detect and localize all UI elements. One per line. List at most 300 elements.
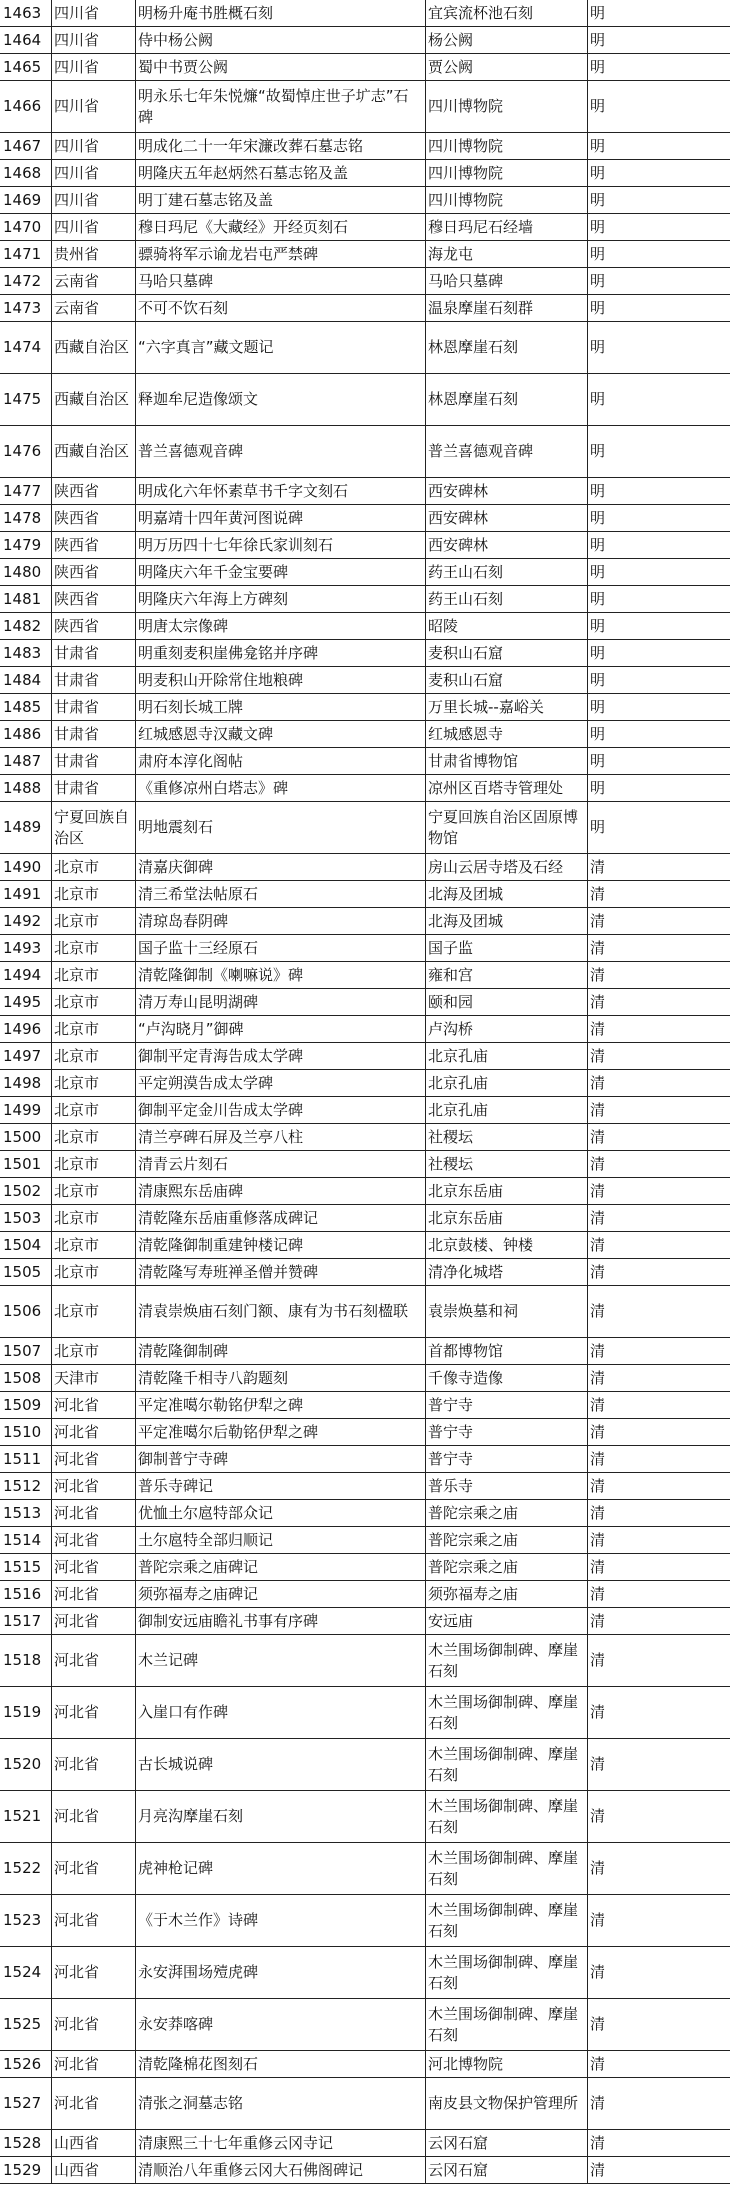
cell-number: 1471: [0, 241, 52, 268]
cell-relic-name: 平定准噶尔勒铭伊犁之碑: [136, 1392, 426, 1419]
cell-era: 清: [588, 1554, 730, 1581]
cell-number: 1526: [0, 2051, 52, 2078]
table-row: [0, 667, 730, 694]
cell-relic-name: 清乾隆东岳庙重修落成碑记: [136, 1205, 426, 1232]
table-row: [0, 187, 730, 214]
cell-location: 须弥福寿之庙: [426, 1581, 588, 1608]
cell-province: 甘肃省: [52, 721, 136, 748]
cell-location: 四川博物院: [426, 81, 588, 133]
cell-number: 1488: [0, 775, 52, 802]
cell-number: 1529: [0, 2157, 52, 2184]
cell-relic-name: 普兰喜德观音碑: [136, 426, 426, 478]
cell-province: 四川省: [52, 0, 136, 27]
cell-number: 1467: [0, 133, 52, 160]
cell-province: 河北省: [52, 1527, 136, 1554]
cell-era: 清: [588, 1338, 730, 1365]
cell-location: 西安碑林: [426, 478, 588, 505]
cell-location: 麦积山石窟: [426, 640, 588, 667]
cell-location: 雍和宫: [426, 962, 588, 989]
cell-province: 四川省: [52, 187, 136, 214]
cell-relic-name: 永安湃围场殪虎碑: [136, 1947, 426, 1999]
table-row: [0, 133, 730, 160]
cell-era: 明: [588, 426, 730, 478]
cell-location: 西安碑林: [426, 532, 588, 559]
cell-number: 1485: [0, 694, 52, 721]
cell-location: 清净化城塔: [426, 1259, 588, 1286]
cell-number: 1513: [0, 1500, 52, 1527]
cell-relic-name: 明石刻长城工牌: [136, 694, 426, 721]
table-row: [0, 1365, 730, 1392]
cell-relic-name: 普陀宗乘之庙碑记: [136, 1554, 426, 1581]
cell-province: 云南省: [52, 295, 136, 322]
table-row: [0, 1843, 730, 1895]
cell-location: 普陀宗乘之庙: [426, 1554, 588, 1581]
table-row: [0, 613, 730, 640]
cell-relic-name: 清青云片刻石: [136, 1151, 426, 1178]
cell-location: 卢沟桥: [426, 1016, 588, 1043]
cell-era: 明: [588, 133, 730, 160]
table-row: [0, 1739, 730, 1791]
cell-era: 清: [588, 1791, 730, 1843]
table-row: [0, 1338, 730, 1365]
cell-number: 1489: [0, 802, 52, 854]
cell-province: 北京市: [52, 1205, 136, 1232]
cell-relic-name: 清张之洞墓志铭: [136, 2078, 426, 2130]
cell-number: 1523: [0, 1895, 52, 1947]
cell-relic-name: 蜀中书贾公阙: [136, 54, 426, 81]
cell-relic-name: 明唐太宗像碑: [136, 613, 426, 640]
cell-relic-name: 《重修凉州白塔志》碑: [136, 775, 426, 802]
cell-number: 1506: [0, 1286, 52, 1338]
cell-province: 河北省: [52, 1419, 136, 1446]
cell-location: 北京东岳庙: [426, 1205, 588, 1232]
cell-era: 清: [588, 2130, 730, 2157]
cell-province: 河北省: [52, 1895, 136, 1947]
table-row: [0, 1473, 730, 1500]
table-row: [0, 1392, 730, 1419]
table-row: [0, 935, 730, 962]
cell-number: 1482: [0, 613, 52, 640]
cell-number: 1474: [0, 322, 52, 374]
cell-era: 明: [588, 295, 730, 322]
cell-province: 河北省: [52, 1473, 136, 1500]
cell-relic-name: 普乐寺碑记: [136, 1473, 426, 1500]
cell-province: 河北省: [52, 1554, 136, 1581]
cell-number: 1503: [0, 1205, 52, 1232]
cell-era: 明: [588, 0, 730, 27]
table-row: [0, 532, 730, 559]
cell-location: 袁崇焕墓和祠: [426, 1286, 588, 1338]
cell-province: 山西省: [52, 2157, 136, 2184]
cell-location: 林恩摩崖石刻: [426, 374, 588, 426]
cell-province: 西藏自治区: [52, 322, 136, 374]
cell-location: 麦积山石窟: [426, 667, 588, 694]
cell-number: 1514: [0, 1527, 52, 1554]
table-row: [0, 1205, 730, 1232]
table-row: [0, 1286, 730, 1338]
cell-relic-name: 释迦牟尼造像颂文: [136, 374, 426, 426]
cell-number: 1508: [0, 1365, 52, 1392]
cell-province: 河北省: [52, 1392, 136, 1419]
cell-era: 明: [588, 559, 730, 586]
table-row: [0, 1608, 730, 1635]
cell-era: 清: [588, 1500, 730, 1527]
cell-era: 明: [588, 214, 730, 241]
cell-location: 普陀宗乘之庙: [426, 1500, 588, 1527]
cell-era: 清: [588, 1365, 730, 1392]
cell-province: 河北省: [52, 1791, 136, 1843]
cell-relic-name: 御制安远庙瞻礼书事有序碑: [136, 1608, 426, 1635]
table-row: [0, 426, 730, 478]
table-row: [0, 1259, 730, 1286]
cell-location: 四川博物院: [426, 133, 588, 160]
table-row: [0, 775, 730, 802]
cell-province: 陕西省: [52, 559, 136, 586]
cell-era: 清: [588, 1895, 730, 1947]
cell-location: 北京鼓楼、钟楼: [426, 1232, 588, 1259]
table-row: [0, 54, 730, 81]
cell-era: 清: [588, 1178, 730, 1205]
cell-number: 1477: [0, 478, 52, 505]
cell-location: 北海及团城: [426, 881, 588, 908]
cell-province: 陕西省: [52, 478, 136, 505]
cell-relic-name: 虎神枪记碑: [136, 1843, 426, 1895]
table-row: [0, 559, 730, 586]
cell-number: 1500: [0, 1124, 52, 1151]
table-row: [0, 1178, 730, 1205]
cell-location: 杨公阙: [426, 27, 588, 54]
cell-province: 四川省: [52, 81, 136, 133]
cell-era: 清: [588, 1124, 730, 1151]
cell-number: 1463: [0, 0, 52, 27]
cell-era: 明: [588, 374, 730, 426]
cell-era: 明: [588, 586, 730, 613]
cell-number: 1465: [0, 54, 52, 81]
cell-province: 宁夏回族自治区: [52, 802, 136, 854]
cell-number: 1518: [0, 1635, 52, 1687]
cell-relic-name: 明成化二十一年宋濂改葬石墓志铭: [136, 133, 426, 160]
cell-era: 明: [588, 322, 730, 374]
cell-location: 宜宾流杯池石刻: [426, 0, 588, 27]
cell-province: 河北省: [52, 2051, 136, 2078]
table-row: [0, 1687, 730, 1739]
cell-era: 明: [588, 667, 730, 694]
cell-number: 1505: [0, 1259, 52, 1286]
cell-era: 明: [588, 187, 730, 214]
cell-number: 1492: [0, 908, 52, 935]
cell-number: 1509: [0, 1392, 52, 1419]
cell-number: 1494: [0, 962, 52, 989]
cell-province: 北京市: [52, 1070, 136, 1097]
table-row: [0, 1635, 730, 1687]
cell-relic-name: 明万历四十七年徐氏家训刻石: [136, 532, 426, 559]
cell-era: 清: [588, 1151, 730, 1178]
cell-relic-name: 土尔扈特全部归顺记: [136, 1527, 426, 1554]
cell-location: 国子监: [426, 935, 588, 962]
cell-location: 首都博物馆: [426, 1338, 588, 1365]
cell-location: 社稷坛: [426, 1151, 588, 1178]
cell-era: 清: [588, 1446, 730, 1473]
cell-province: 云南省: [52, 268, 136, 295]
cell-number: 1512: [0, 1473, 52, 1500]
cell-era: 清: [588, 1527, 730, 1554]
cell-relic-name: 红城感恩寺汉藏文碑: [136, 721, 426, 748]
cell-relic-name: 清康熙东岳庙碑: [136, 1178, 426, 1205]
cell-number: 1473: [0, 295, 52, 322]
cell-province: 北京市: [52, 1232, 136, 1259]
cell-location: 北京东岳庙: [426, 1178, 588, 1205]
cell-era: 明: [588, 532, 730, 559]
cell-location: 社稷坛: [426, 1124, 588, 1151]
table-row: [0, 1232, 730, 1259]
cell-location: 木兰围场御制碑、摩崖石刻: [426, 1635, 588, 1687]
cell-era: 清: [588, 962, 730, 989]
cell-relic-name: 清乾隆御制重建钟楼记碑: [136, 1232, 426, 1259]
cell-number: 1491: [0, 881, 52, 908]
cell-province: 西藏自治区: [52, 374, 136, 426]
cell-relic-name: 月亮沟摩崖石刻: [136, 1791, 426, 1843]
cell-relic-name: 平定准噶尔后勒铭伊犁之碑: [136, 1419, 426, 1446]
cell-number: 1496: [0, 1016, 52, 1043]
cell-era: 清: [588, 1843, 730, 1895]
cell-era: 清: [588, 1070, 730, 1097]
cell-province: 天津市: [52, 1365, 136, 1392]
table-row: [0, 160, 730, 187]
cell-location: 林恩摩崖石刻: [426, 322, 588, 374]
cell-relic-name: 清嘉庆御碑: [136, 854, 426, 881]
cell-location: 普乐寺: [426, 1473, 588, 1500]
cell-relic-name: 清袁崇焕庙石刻门额、康有为书石刻楹联: [136, 1286, 426, 1338]
cell-province: 北京市: [52, 1286, 136, 1338]
cell-province: 北京市: [52, 962, 136, 989]
cell-number: 1522: [0, 1843, 52, 1895]
table-row: [0, 1124, 730, 1151]
table-row: [0, 505, 730, 532]
cell-era: 明: [588, 268, 730, 295]
cell-location: 宁夏回族自治区固原博物馆: [426, 802, 588, 854]
table-row: [0, 1419, 730, 1446]
cell-era: 清: [588, 1947, 730, 1999]
cell-relic-name: 清乾隆御制《喇嘛说》碑: [136, 962, 426, 989]
cell-number: 1502: [0, 1178, 52, 1205]
cell-relic-name: 御制普宁寺碑: [136, 1446, 426, 1473]
cell-era: 清: [588, 2157, 730, 2184]
table-row: [0, 2157, 730, 2184]
cell-era: 明: [588, 721, 730, 748]
cell-era: 明: [588, 640, 730, 667]
cell-province: 河北省: [52, 2078, 136, 2130]
cell-location: 普兰喜德观音碑: [426, 426, 588, 478]
cell-province: 四川省: [52, 54, 136, 81]
cell-era: 明: [588, 802, 730, 854]
cell-number: 1511: [0, 1446, 52, 1473]
cell-relic-name: 明隆庆六年海上方碑刻: [136, 586, 426, 613]
cell-location: 北京孔庙: [426, 1070, 588, 1097]
table-row: [0, 214, 730, 241]
cell-number: 1490: [0, 854, 52, 881]
cell-location: 南皮县文物保护管理所: [426, 2078, 588, 2130]
cell-number: 1481: [0, 586, 52, 613]
cell-province: 河北省: [52, 1843, 136, 1895]
cell-location: 甘肃省博物馆: [426, 748, 588, 775]
cell-relic-name: 清乾隆棉花图刻石: [136, 2051, 426, 2078]
cell-location: 云冈石窟: [426, 2157, 588, 2184]
table-row: [0, 989, 730, 1016]
cell-location: 木兰围场御制碑、摩崖石刻: [426, 1895, 588, 1947]
cell-location: 北京孔庙: [426, 1097, 588, 1124]
cell-province: 甘肃省: [52, 748, 136, 775]
cell-number: 1516: [0, 1581, 52, 1608]
cell-province: 河北省: [52, 1446, 136, 1473]
cell-relic-name: 明隆庆五年赵炳然石墓志铭及盖: [136, 160, 426, 187]
cell-number: 1479: [0, 532, 52, 559]
cell-province: 甘肃省: [52, 775, 136, 802]
cell-relic-name: 骠骑将军示谕龙岩屯严禁碑: [136, 241, 426, 268]
cell-relic-name: 不可不饮石刻: [136, 295, 426, 322]
cell-era: 清: [588, 1205, 730, 1232]
cell-number: 1521: [0, 1791, 52, 1843]
cell-number: 1486: [0, 721, 52, 748]
cell-province: 河北省: [52, 1999, 136, 2051]
cell-number: 1487: [0, 748, 52, 775]
cell-province: 河北省: [52, 1947, 136, 1999]
cell-era: 清: [588, 854, 730, 881]
cell-location: 普宁寺: [426, 1419, 588, 1446]
cell-province: 河北省: [52, 1635, 136, 1687]
cell-number: 1501: [0, 1151, 52, 1178]
cell-province: 北京市: [52, 1016, 136, 1043]
cell-province: 西藏自治区: [52, 426, 136, 478]
cell-relic-name: 须弥福寿之庙碑记: [136, 1581, 426, 1608]
cell-province: 北京市: [52, 1259, 136, 1286]
cell-relic-name: 明永乐七年朱悦燫“故蜀悼庄世子圹志”石碑: [136, 81, 426, 133]
cell-era: 明: [588, 613, 730, 640]
cell-number: 1475: [0, 374, 52, 426]
cell-location: 木兰围场御制碑、摩崖石刻: [426, 1843, 588, 1895]
cell-location: 红城感恩寺: [426, 721, 588, 748]
cell-number: 1507: [0, 1338, 52, 1365]
cell-location: 河北博物院: [426, 2051, 588, 2078]
cell-location: 药王山石刻: [426, 559, 588, 586]
cell-location: 西安碑林: [426, 505, 588, 532]
cell-era: 清: [588, 1635, 730, 1687]
cell-location: 木兰围场御制碑、摩崖石刻: [426, 1999, 588, 2051]
cell-number: 1520: [0, 1739, 52, 1791]
table-row: [0, 2130, 730, 2157]
table-row: [0, 1947, 730, 1999]
cell-relic-name: 清三希堂法帖原石: [136, 881, 426, 908]
cell-number: 1476: [0, 426, 52, 478]
table-row: [0, 1097, 730, 1124]
cell-province: 北京市: [52, 935, 136, 962]
cell-number: 1517: [0, 1608, 52, 1635]
cell-era: 清: [588, 1286, 730, 1338]
cell-era: 明: [588, 478, 730, 505]
cell-relic-name: “六字真言”藏文题记: [136, 322, 426, 374]
cell-location: 贾公阙: [426, 54, 588, 81]
cell-relic-name: 穆日玛尼《大藏经》开经页刻石: [136, 214, 426, 241]
cell-location: 药王山石刻: [426, 586, 588, 613]
table-row: [0, 1151, 730, 1178]
table-row: [0, 748, 730, 775]
cell-relic-name: 马哈只墓碑: [136, 268, 426, 295]
cell-number: 1483: [0, 640, 52, 667]
cell-province: 四川省: [52, 27, 136, 54]
cell-era: 明: [588, 81, 730, 133]
cell-location: 四川博物院: [426, 187, 588, 214]
cell-location: 云冈石窟: [426, 2130, 588, 2157]
cell-relic-name: 明地震刻石: [136, 802, 426, 854]
cell-era: 清: [588, 1259, 730, 1286]
table-row: [0, 640, 730, 667]
cell-era: 明: [588, 694, 730, 721]
cell-relic-name: 清顺治八年重修云冈大石佛阁碑记: [136, 2157, 426, 2184]
cell-province: 甘肃省: [52, 667, 136, 694]
cell-number: 1472: [0, 268, 52, 295]
cell-era: 清: [588, 935, 730, 962]
cell-relic-name: 明隆庆六年千金宝要碑: [136, 559, 426, 586]
cell-number: 1528: [0, 2130, 52, 2157]
cell-era: 明: [588, 748, 730, 775]
cell-province: 河北省: [52, 1687, 136, 1739]
cell-era: 清: [588, 1419, 730, 1446]
table-row: [0, 1446, 730, 1473]
cell-number: 1497: [0, 1043, 52, 1070]
table-row: [0, 1016, 730, 1043]
cell-province: 山西省: [52, 2130, 136, 2157]
cell-province: 贵州省: [52, 241, 136, 268]
cell-relic-name: 清兰亭碑石屏及兰亭八柱: [136, 1124, 426, 1151]
cell-location: 安远庙: [426, 1608, 588, 1635]
cell-relic-name: 御制平定金川告成太学碑: [136, 1097, 426, 1124]
cell-location: 温泉摩崖石刻群: [426, 295, 588, 322]
cell-location: 木兰围场御制碑、摩崖石刻: [426, 1687, 588, 1739]
table-row: [0, 268, 730, 295]
cell-location: 普陀宗乘之庙: [426, 1527, 588, 1554]
table-row: [0, 721, 730, 748]
table-row: [0, 1554, 730, 1581]
cell-province: 北京市: [52, 1151, 136, 1178]
cell-era: 明: [588, 775, 730, 802]
cell-location: 北京孔庙: [426, 1043, 588, 1070]
cell-province: 北京市: [52, 881, 136, 908]
cell-province: 四川省: [52, 133, 136, 160]
cell-relic-name: 清乾隆御制碑: [136, 1338, 426, 1365]
cell-province: 河北省: [52, 1500, 136, 1527]
table-row: [0, 1043, 730, 1070]
cell-province: 北京市: [52, 989, 136, 1016]
cell-province: 陕西省: [52, 532, 136, 559]
table-row: [0, 374, 730, 426]
cell-location: 房山云居寺塔及石经: [426, 854, 588, 881]
cell-number: 1466: [0, 81, 52, 133]
cell-location: 万里长城--嘉峪关: [426, 694, 588, 721]
table-row: [0, 27, 730, 54]
cell-location: 马哈只墓碑: [426, 268, 588, 295]
cell-location: 木兰围场御制碑、摩崖石刻: [426, 1791, 588, 1843]
cell-relic-name: 肃府本淳化阁帖: [136, 748, 426, 775]
cell-location: 海龙屯: [426, 241, 588, 268]
cell-relic-name: 国子监十三经原石: [136, 935, 426, 962]
table-row: [0, 1070, 730, 1097]
cell-era: 清: [588, 2051, 730, 2078]
cell-location: 木兰围场御制碑、摩崖石刻: [426, 1739, 588, 1791]
cell-era: 明: [588, 160, 730, 187]
cell-relic-name: “卢沟晓月”御碑: [136, 1016, 426, 1043]
cell-relic-name: 优恤土尔扈特部众记: [136, 1500, 426, 1527]
cell-location: 北海及团城: [426, 908, 588, 935]
cell-era: 明: [588, 241, 730, 268]
